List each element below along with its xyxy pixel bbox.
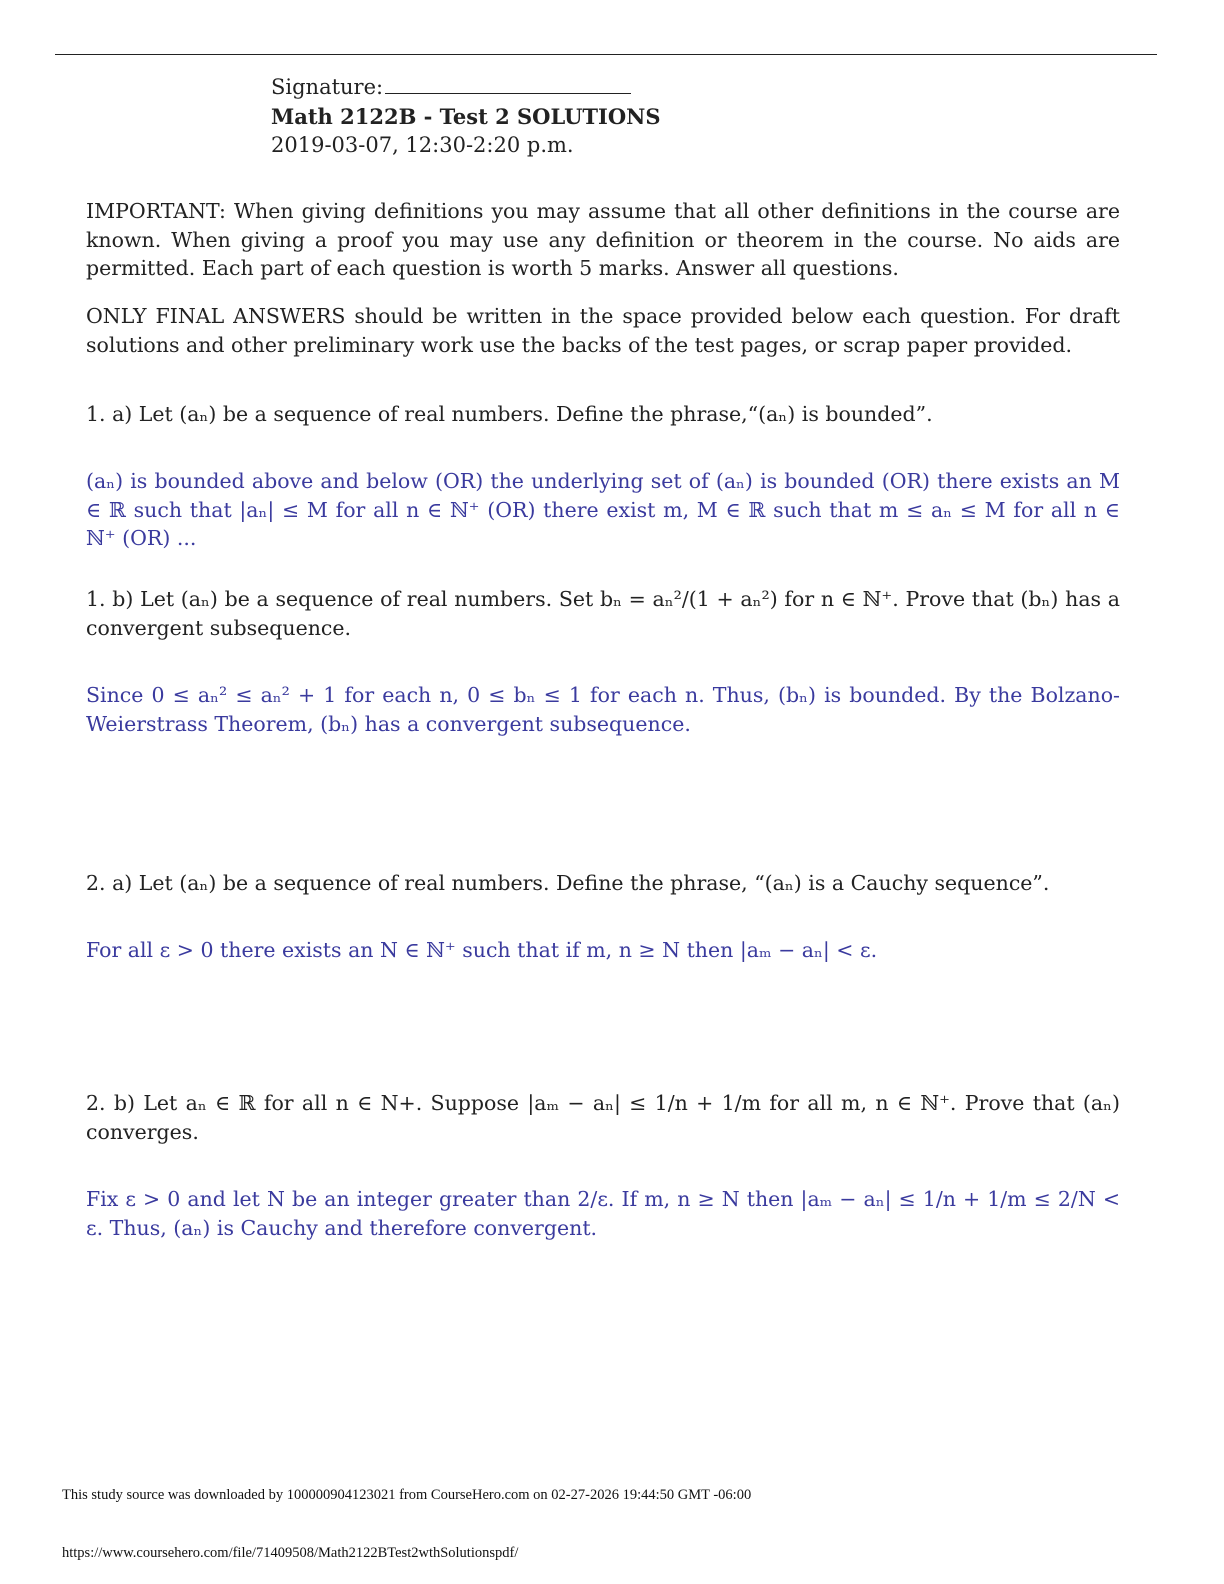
question-2b: 2. b) Let aₙ ∈ ℝ for all n ∈ N+. Suppose |aₘ − aₙ| ≤ 1/n + 1/m for all m, n ∈ ℕ⁺. Prove that (aₙ) converges. <box>86 1091 1120 1144</box>
answer-2b: Fix ε > 0 and let N be an integer greater than 2/ε. If m, n ≥ N then |aₘ − aₙ| ≤ 1/n + 1/m ≤ 2/N < ε. Thus, (aₙ) is Cauchy and therefore convergent. <box>86 1187 1120 1240</box>
question-1a: 1. a) Let (aₙ) be a sequence of real numbers. Define the phrase,“(aₙ) is bounded”. <box>86 402 933 426</box>
instructions-final-answers: ONLY FINAL ANSWERS should be written in the space provided below each question. For draft solutions and other preliminary work use the backs of the test pages, or scrap paper provided. <box>86 304 1120 357</box>
answer-1b: Since 0 ≤ aₙ² ≤ aₙ² + 1 for each n, 0 ≤ bₙ ≤ 1 for each n. Thus, (bₙ) is bounded. By the Bolzano-Weierstrass Theorem, (bₙ) has a convergent subsequence. <box>86 683 1120 736</box>
signature-line <box>271 73 661 102</box>
answer-2a: For all ε > 0 there exists an N ∈ ℕ⁺ such that if m, n ≥ N then |aₘ − aₙ| < ε. <box>86 938 878 962</box>
signature-label: Signature: <box>271 75 384 99</box>
page-title: Math 2122B - Test 2 SOLUTIONS <box>271 104 661 129</box>
source-url[interactable]: https://www.coursehero.com/file/71409508/Math2122BTest2wthSolutionspdf/ <box>62 1545 519 1561</box>
question-1b: 1. b) Let (aₙ) be a sequence of real numbers. Set bₙ = aₙ²/(1 + aₙ²) for n ∈ ℕ⁺. Prove that (bₙ) has a convergent subsequence. <box>86 587 1120 640</box>
header <box>271 73 661 160</box>
top-rule <box>55 54 1157 55</box>
instructions-important: IMPORTANT: When giving definitions you may assume that all other definitions in the course are known. When giving a proof you may use any definition or theorem in the course. No aids are permitted. Each part of each question is worth 5 marks. Answer all questions. <box>86 199 1120 280</box>
download-note: This study source was downloaded by 100000904123021 from CourseHero.com on 02-27-2026 19:44:50 GMT -06:00 <box>62 1487 752 1503</box>
question-2a: 2. a) Let (aₙ) be a sequence of real numbers. Define the phrase, “(aₙ) is a Cauchy sequence”. <box>86 871 1050 895</box>
answer-1a: (aₙ) is bounded above and below (OR) the underlying set of (aₙ) is bounded (OR) there exists an M ∈ ℝ such that |aₙ| ≤ M for all n ∈ ℕ⁺ (OR) there exist m, M ∈ ℝ such that m ≤ aₙ ≤ M for all n ∈ ℕ⁺ (OR) ... <box>86 469 1120 550</box>
test-datetime: 2019-03-07, 12:30-2:20 p.m. <box>271 133 574 157</box>
signature-field <box>385 75 631 94</box>
